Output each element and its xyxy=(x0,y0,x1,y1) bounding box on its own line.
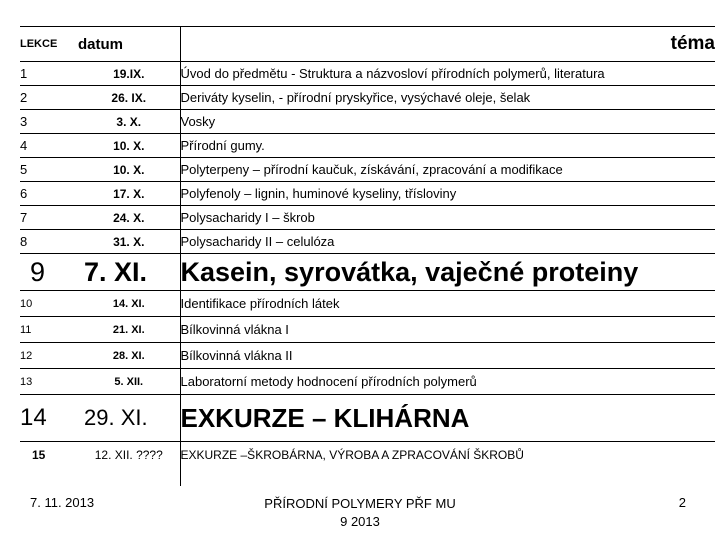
footer-course-name: PŘÍRODNÍ POLYMERY PŘF MU xyxy=(264,496,456,511)
lesson-number: 12 xyxy=(20,343,78,369)
footer-date: 7. 11. 2013 xyxy=(30,495,95,510)
lesson-number: 7 xyxy=(20,206,78,230)
lesson-date: 3. X. xyxy=(78,110,180,134)
lesson-date: 10. X. xyxy=(78,158,180,182)
lesson-topic: Identifikace přírodních látek xyxy=(180,291,715,317)
table-row xyxy=(20,206,715,230)
header-lekce: LEKCE xyxy=(20,27,78,62)
lesson-number: 11 xyxy=(20,317,78,343)
table-row xyxy=(20,291,715,317)
lesson-number: 14 xyxy=(20,395,78,442)
lesson-topic: Polysacharidy II – celulóza xyxy=(180,230,715,254)
table-row xyxy=(20,86,715,110)
lesson-number: 6 xyxy=(20,182,78,206)
table-row xyxy=(20,254,715,291)
lesson-date: 28. XI. xyxy=(78,343,180,369)
table-row xyxy=(20,182,715,206)
lesson-topic: Deriváty kyselin, - přírodní pryskyřice, vysýchavé oleje, šelak xyxy=(180,86,715,110)
header-datum: datum xyxy=(78,27,180,62)
table-row xyxy=(20,230,715,254)
table-row xyxy=(20,158,715,182)
lesson-topic: Kasein, syrovátka, vaječné proteiny xyxy=(180,254,715,291)
lesson-topic: Polysacharidy I – škrob xyxy=(180,206,715,230)
lesson-number: 1 xyxy=(20,62,78,86)
lesson-date: 19.IX. xyxy=(78,62,180,86)
table-row xyxy=(20,343,715,369)
lesson-date: 26. IX. xyxy=(78,86,180,110)
lesson-number: 2 xyxy=(20,86,78,110)
lesson-date: 24. X. xyxy=(78,206,180,230)
lesson-topic: Vosky xyxy=(180,110,715,134)
lesson-number: 8 xyxy=(20,230,78,254)
lesson-date: 10. X. xyxy=(78,134,180,158)
header-row xyxy=(20,27,715,62)
footer-semester: 9 2013 xyxy=(340,514,380,529)
lesson-date: 31. X. xyxy=(78,230,180,254)
lesson-date: 5. XII. xyxy=(78,369,180,395)
lesson-number: 9 xyxy=(20,254,78,291)
lesson-number: 4 xyxy=(20,134,78,158)
table-row xyxy=(20,395,715,442)
table-row xyxy=(20,317,715,343)
lesson-date: 14. XI. xyxy=(78,291,180,317)
lesson-topic: EXKURZE – KLIHÁRNA xyxy=(180,395,715,442)
table-row xyxy=(20,369,715,395)
lesson-number: 15 xyxy=(20,442,78,487)
lesson-number: 13 xyxy=(20,369,78,395)
lesson-topic: Polyterpeny – přírodní kaučuk, získávání, zpracování a modifikace xyxy=(180,158,715,182)
table-row xyxy=(20,110,715,134)
page-number: 2 xyxy=(678,495,686,510)
lesson-topic: Bílkovinná vlákna I xyxy=(180,317,715,343)
lesson-date: 21. XI. xyxy=(78,317,180,343)
table-row xyxy=(20,134,715,158)
lesson-number: 3 xyxy=(20,110,78,134)
lesson-topic: EXKURZE –ŠKROBÁRNA, VÝROBA A ZPRACOVÁNÍ ŠKROBŮ xyxy=(180,442,715,487)
lesson-date: 7. XI. xyxy=(78,254,180,291)
lesson-date: 29. XI. xyxy=(78,395,180,442)
footer-course xyxy=(230,495,490,531)
lesson-date: 17. X. xyxy=(78,182,180,206)
table-row xyxy=(20,442,715,487)
lesson-topic: Laboratorní metody hodnocení přírodních polymerů xyxy=(180,369,715,395)
lesson-topic: Přírodní gumy. xyxy=(180,134,715,158)
lesson-topic: Úvod do předmětu - Struktura a názvosloví přírodních polymerů, literatura xyxy=(180,62,715,86)
table-row xyxy=(20,62,715,86)
header-tema: téma xyxy=(180,27,715,62)
lesson-number: 10 xyxy=(20,291,78,317)
schedule-table xyxy=(20,26,715,486)
lesson-topic: Polyfenoly – lignin, huminové kyseliny, třísloviny xyxy=(180,182,715,206)
lesson-number: 5 xyxy=(20,158,78,182)
lesson-date: 12. XII. ???? xyxy=(78,442,180,487)
lesson-topic: Bílkovinná vlákna II xyxy=(180,343,715,369)
